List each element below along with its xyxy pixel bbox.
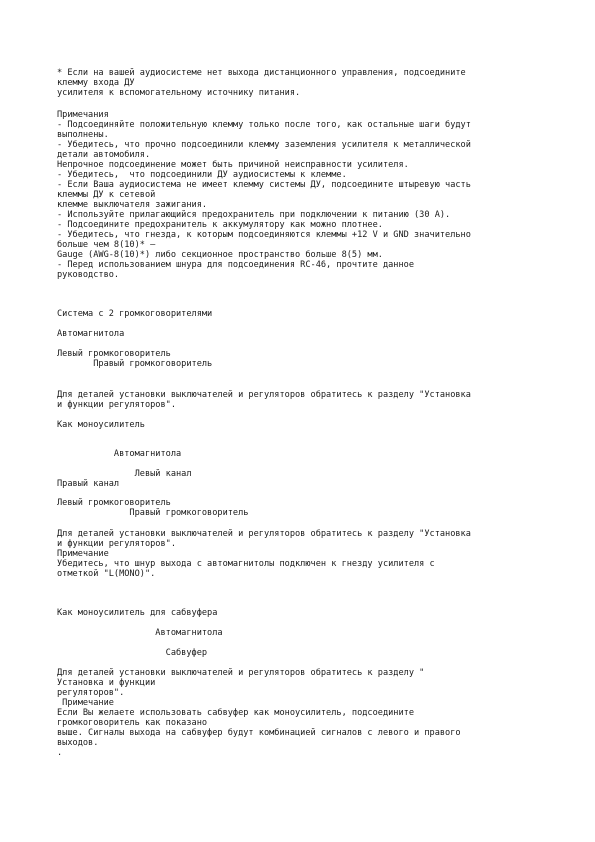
mono-note-line-2: отметкой "L(MONO)". <box>57 569 156 579</box>
diagram-label-head-unit: Автомагнитола <box>57 329 125 339</box>
section-mono-amp-title: Как моноусилитель <box>57 420 145 430</box>
diagram-label-head-unit: Автомагнитола <box>57 449 182 459</box>
diagram-label-left-channel: Левый канал <box>57 469 192 479</box>
notes-line: - Используйте прилагающийся предохранитель при подключении к питанию (30 А). <box>57 210 451 220</box>
diagram-label-subwoofer: Сабвуфер <box>57 648 208 658</box>
notes-line: - Подсоедините предохранитель к аккумулятору как можно плотнее. <box>57 220 383 230</box>
settings-reference-line-2: и функции регуляторов". <box>57 400 176 410</box>
notes-line: - Подсоединяйте положительную клемму только после того, как остальные шаги будут <box>57 120 471 130</box>
note-heading: Примечание <box>57 549 109 559</box>
notes-line: - Убедитесь, что подсоединили ДУ аудиосистемы к клемме. <box>57 170 347 180</box>
notes-line: руководство. <box>57 270 120 280</box>
notes-line: клемме выключателя зажигания. <box>57 200 208 210</box>
diagram-label-head-unit: Автомагнитола <box>57 628 223 638</box>
notes-heading: Примечания <box>57 110 109 120</box>
mono-note-line-1: Убедитесь, что шнур выхода с автомагнитолы подключен к гнезду усилителя с <box>57 559 435 569</box>
settings-reference-line-1: Для деталей установки выключателей и регуляторов обратитесь к разделу "Установка <box>57 390 471 400</box>
notes-line: Gauge (AWG-8(10)*) либо секционное пространство больше 8(5) мм. <box>57 250 383 260</box>
diagram-label-right-speaker: Правый громкоговоритель <box>57 359 213 369</box>
notes-line: клеммы ДУ к сетевой <box>57 190 156 200</box>
settings-reference-line-1: Для деталей установки выключателей и регуляторов обратитесь к разделу " <box>57 668 425 678</box>
notes-line: - Если Ваша аудиосистема не имеет клемму системы ДУ, подсоедините штыревую часть <box>57 180 471 190</box>
settings-reference-line-3: регуляторов". <box>57 688 125 698</box>
remote-note-line-3: усилителя к вспомогательному источнику питания. <box>57 88 301 98</box>
settings-reference-line-2: Установка и функции <box>57 678 156 688</box>
settings-reference-line-2: и функции регуляторов". <box>57 539 176 549</box>
diagram-label-left-speaker: Левый громкоговоритель <box>57 498 171 508</box>
notes-line: Непрочное подсоединение может быть причиной неисправности усилителя. <box>57 160 409 170</box>
diagram-label-left-speaker: Левый громкоговоритель <box>57 349 171 359</box>
subwoofer-note-line-2: громкоговоритель как показано <box>57 718 208 728</box>
notes-line: - Перед использованием шнура для подсоединения RC-46, прочтите данное <box>57 260 414 270</box>
notes-line: - Убедитесь, что гнезда, к которым подсоединяются клеммы +12 V и GND значительно <box>57 230 471 240</box>
settings-reference-line-1: Для деталей установки выключателей и регуляторов обратитесь к разделу "Установка <box>57 529 471 539</box>
section-two-speakers-title: Система с 2 громкоговорителями <box>57 309 213 319</box>
notes-line: - Убедитесь, что прочно подсоединили клемму заземления усилителя к металлической <box>57 140 471 150</box>
subwoofer-note-line-3: выше. Сигналы выхода на сабвуфер будут комбинацией сигналов с левого и правого <box>57 728 461 738</box>
diagram-label-right-channel: Правый канал <box>57 479 120 489</box>
notes-line: детали автомобиля. <box>57 150 151 160</box>
remote-note-line-2: клемму входа ДУ <box>57 78 135 88</box>
subwoofer-note-line-1: Если Вы желаете использовать сабвуфер как моноусилитель, подсоедините <box>57 708 414 718</box>
section-subwoofer-title: Как моноусилитель для сабвуфера <box>57 608 218 618</box>
trailing-dot: . <box>57 748 63 758</box>
note-heading: Примечание <box>57 698 114 708</box>
diagram-label-right-speaker: Правый громкоговоритель <box>57 508 249 518</box>
notes-line: выполнены. <box>57 130 109 140</box>
remote-note-line-1: * Если на вашей аудиосистеме нет выхода дистанционного управления, подсоедините <box>57 68 466 78</box>
subwoofer-note-line-4: выходов. <box>57 738 99 748</box>
notes-line: больше чем 8(10)* – <box>57 240 156 250</box>
